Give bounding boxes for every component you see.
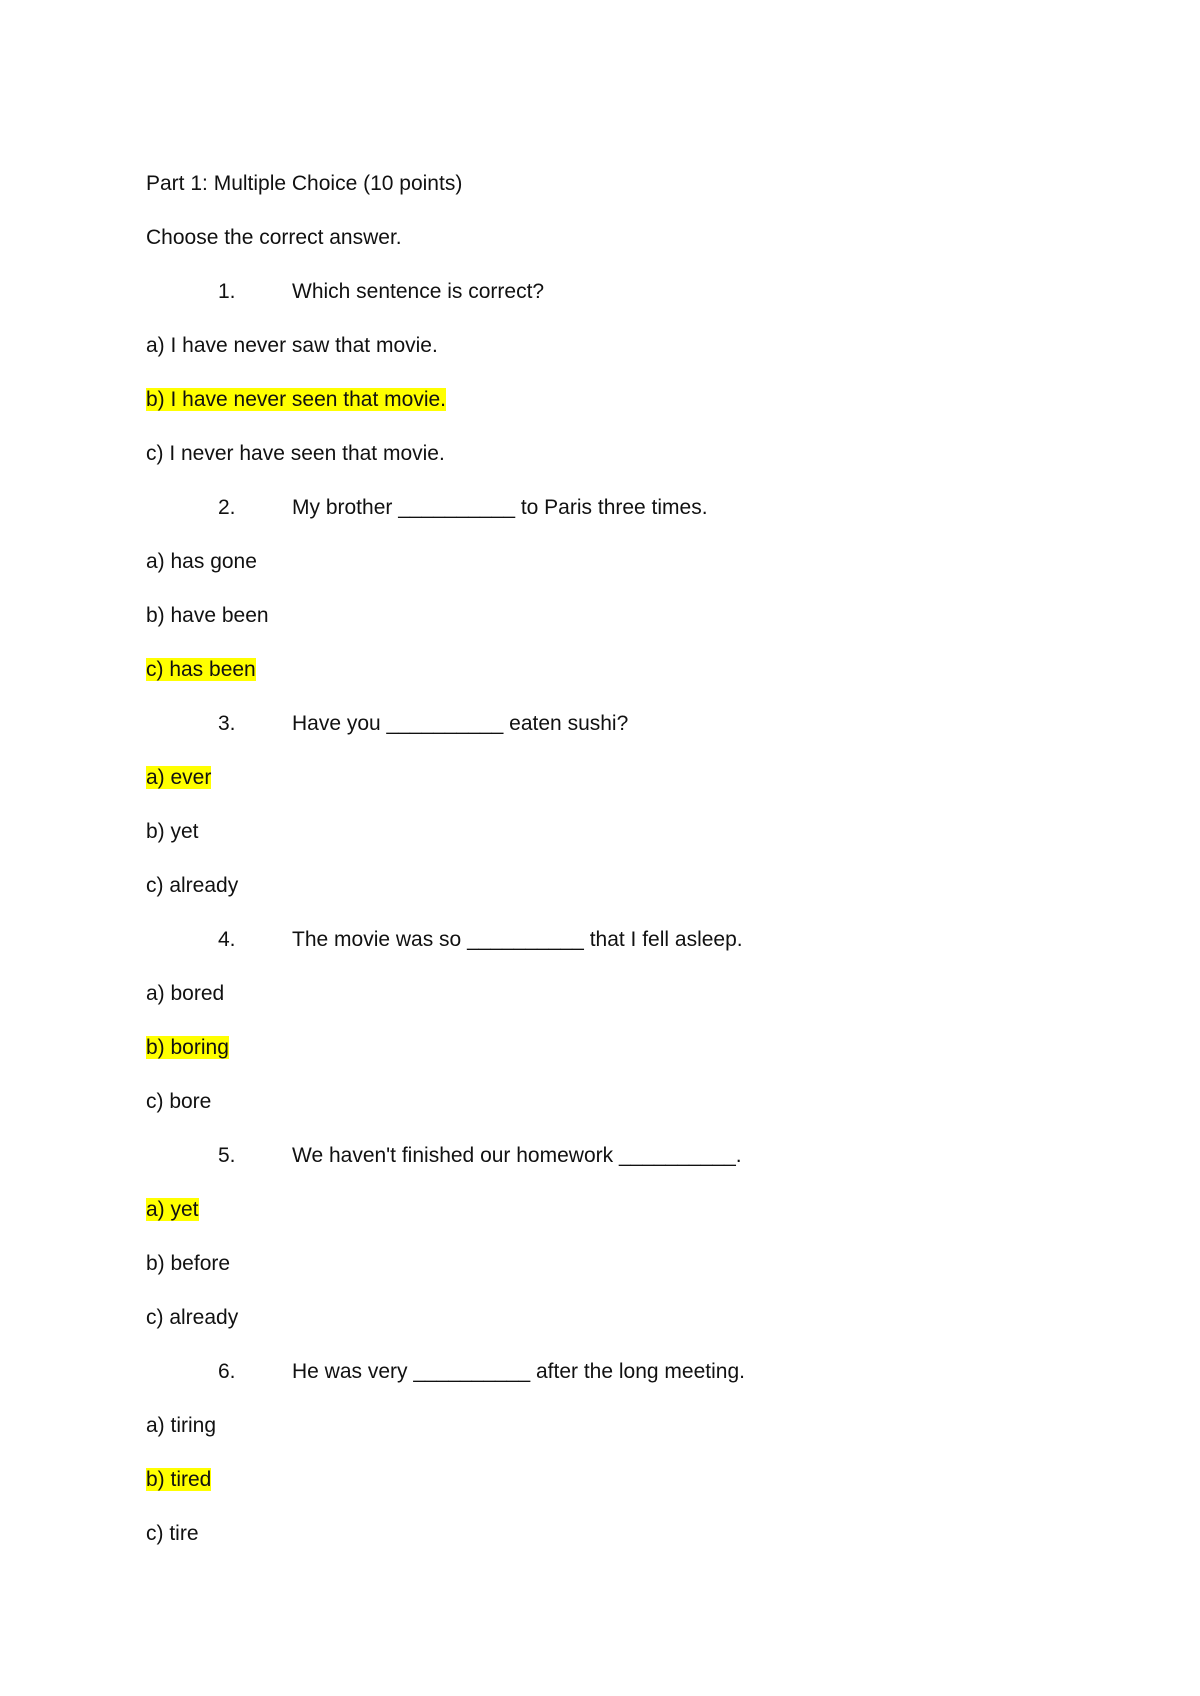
section-heading: Part 1: Multiple Choice (10 points)	[146, 172, 463, 195]
answer-option	[146, 438, 1126, 492]
question-text: We haven't finished our homework __________.	[292, 1144, 742, 1167]
option-label: a) has gone	[146, 550, 257, 573]
answer-option	[146, 546, 1126, 600]
option-label: c) bore	[146, 1090, 212, 1113]
answer-option	[146, 978, 1126, 1032]
question-number: 6.	[218, 1360, 236, 1383]
question-5	[146, 1140, 1126, 1194]
question-text: Which sentence is correct?	[292, 280, 545, 303]
answer-option	[146, 870, 1126, 924]
option-label: b) before	[146, 1252, 231, 1275]
highlighted-answer: b) tired	[146, 1468, 212, 1491]
highlighted-answer: b) boring	[146, 1036, 229, 1059]
option-label: c) I never have seen that movie.	[146, 442, 445, 465]
answer-option	[146, 330, 1126, 384]
option-label: b) have been	[146, 604, 269, 627]
answer-option	[146, 654, 1126, 708]
highlighted-answer: b) I have never seen that movie.	[146, 388, 446, 411]
answer-option	[146, 384, 1126, 438]
answer-option	[146, 762, 1126, 816]
answer-option	[146, 1194, 1126, 1248]
question-text: The movie was so __________ that I fell asleep.	[292, 928, 743, 951]
answer-option	[146, 1410, 1126, 1464]
option-label: c) already	[146, 1306, 239, 1329]
question-text: My brother __________ to Paris three times.	[292, 496, 708, 519]
answer-option	[146, 1464, 1126, 1518]
option-label: c) already	[146, 874, 239, 897]
answer-option	[146, 600, 1126, 654]
highlighted-answer: c) has been	[146, 658, 256, 681]
question-1	[146, 276, 1126, 330]
answer-option	[146, 1032, 1126, 1086]
option-label: b) yet	[146, 820, 199, 843]
question-2	[146, 492, 1126, 546]
question-4	[146, 924, 1126, 978]
instruction-text: Choose the correct answer.	[146, 226, 402, 249]
question-number: 3.	[218, 712, 236, 735]
answer-option	[146, 1302, 1126, 1356]
question-number: 5.	[218, 1144, 236, 1167]
answer-option	[146, 1086, 1126, 1140]
question-3	[146, 708, 1126, 762]
option-label: a) bored	[146, 982, 225, 1005]
option-label: a) tiring	[146, 1414, 217, 1437]
option-label: a) I have never saw that movie.	[146, 334, 438, 357]
question-text: He was very __________ after the long meeting.	[292, 1360, 745, 1383]
question-6	[146, 1356, 1126, 1410]
answer-option	[146, 1518, 1126, 1572]
document-content	[146, 168, 1126, 1572]
question-number: 2.	[218, 496, 236, 519]
answer-option	[146, 1248, 1126, 1302]
question-text: Have you __________ eaten sushi?	[292, 712, 629, 735]
question-number: 1.	[218, 280, 236, 303]
highlighted-answer: a) ever	[146, 766, 212, 789]
highlighted-answer: a) yet	[146, 1198, 199, 1221]
question-number: 4.	[218, 928, 236, 951]
answer-option	[146, 816, 1126, 870]
option-label: c) tire	[146, 1522, 199, 1545]
